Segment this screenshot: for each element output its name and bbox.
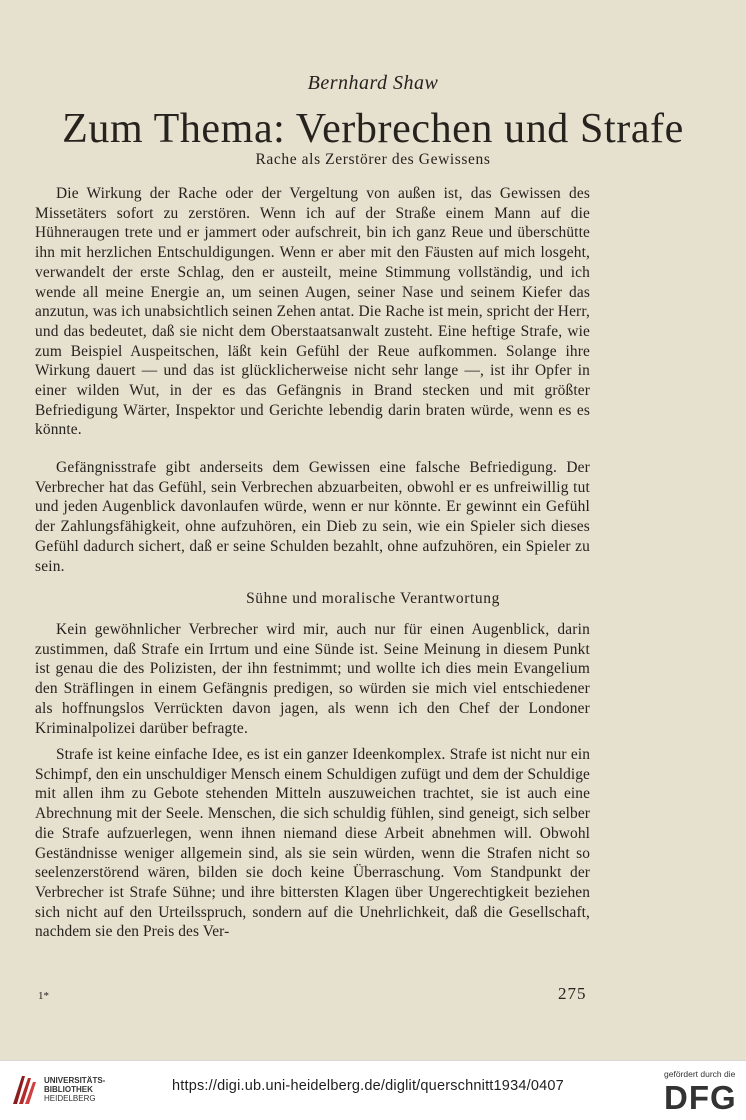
viewer-footer-bar — [0, 1060, 746, 1120]
library-name-line-3: HEIDELBERG — [44, 1094, 96, 1103]
article-author: Bernhard Shaw — [307, 72, 439, 94]
paragraph-4: Strafe ist keine einfache Idee, es ist ein ganzer Ideenkomplex. Strafe ist nicht nur ein Schimpf, den ein unschuldiger Mensch einem Schuldigen zufügt und dem der Schuldige mit allen ihm zu Gebote stehenden Mitteln auszuweichen trachtet, sie ist auch eine Abrechnung mit der Seele. Menschen, die sich schuldig fühlen, sind geneigt, sich selber die Strafe aufzuerlegen, wenn ihnen niemand diese Arbeit abnehmen will. Obwohl Geständnisse weniger allgemein sind, als sie sein würden, wenn die Strafen nicht so seelenzerstörend wären, bilden sie doch keine Überraschung. Vom Standpunkt der Verbrecher ist Strafe Sühne; und ihre bittersten Klagen über Ungerechtigkeit beziehen sich nicht auf den Urteilsspruch, sondern auf die Unehrlichkeit, daß die Gesellschaft, nachdem sie den Preis des Ver- — [35, 746, 590, 941]
permalink-url[interactable]: https://digi.ub.uni-heidelberg.de/diglit/querschnitt1934/0407 — [172, 1078, 564, 1094]
library-name-line-1: UNIVERSITÄTS- — [44, 1076, 106, 1085]
page-number: 275 — [558, 984, 587, 1003]
library-name — [44, 1076, 105, 1103]
article-title: Zum Thema: Verbrechen und Strafe — [62, 106, 684, 152]
library-logo-icon — [10, 1072, 38, 1106]
paragraph-2: Gefängnisstrafe gibt anderseits dem Gewissen eine falsche Befriedigung. Der Verbrecher hat das Gefühl, sein Verbrechen abzuarbeiten, obwohl er es unfreiwillig tut und jeden Augenblick davonlaufen würde, wenn er nur könnte. Er gewinnt ein Gefühl der Zahlungsfähigkeit, ohne aufzuhören, ein Dieb zu sein, wie ein Spieler sich dieses Gefühl dadurch sichert, daß er seine Schulden bezahlt, ohne aufzuhören, ein Spieler zu sein. — [35, 459, 590, 575]
funding-note: gefördert durch die — [664, 1069, 736, 1079]
section-heading-2: Sühne und moralische Verantwortung — [246, 590, 500, 607]
library-name-line-2: BIBLIOTHEK — [44, 1085, 93, 1094]
signature-mark: 1* — [38, 990, 49, 1002]
paragraph-1: Die Wirkung der Rache oder der Vergeltung von außen ist, das Gewissen des Missetäters sofort zu zerstören. Wenn ich auf der Straße einem Mann auf die Hühneraugen trete und er jammert oder aufschreit, bin ich ganz Reue und überschütte ihn mit herzlichen Entschuldigungen. Wenn er aber mit den Fäusten auf mich losgeht, verwandelt der erste Schlag, den er austeilt, meine Stimmung vollständig, und ich wende all meine Energie an, um seinen Augen, seiner Nase und seinem Kiefer das anzutun, was ich unabsichtlich seinen Zehen antat. Die Rache ist mein, spricht der Herr, und das bedeutet, daß sie nicht dem Oberstaatsanwalt zusteht. Eine heftige Strafe, wie zum Beispiel Auspeitschen, läßt kein Gefühl der Reue aufkommen. Solange ihre Wirkung dauert — und das ist glücklicherweise nicht sehr lange —, ist ihr Opfer in einer wilden Wut, in der es das Gefängnis in Brand stecken und mit größter Befriedigung Wärter, Inspektor und Gerichte lebendig darin braten würde, wenn es es könnte. — [35, 185, 590, 439]
section-heading-1: Rache als Zerstörer des Gewissens — [255, 151, 491, 168]
dfg-logo: DFG — [664, 1079, 737, 1116]
paragraph-3: Kein gewöhnlicher Verbrecher wird mir, auch nur für einen Augenblick, darin zustimmen, daß Strafe ein Irrtum und eine Sünde ist. Seine Meinung in diesem Punkt ist genau die des Polizisten, der ihn festnimmt; und wollte ich dies mein Evangelium den Sträflingen in einem Gefängnis predigen, so würden sie mich viel entschiedener als hoffnungslos Verrückten davon jagen, als wenn ich den Chef der Londoner Kriminalpolizei darüber befragte. — [35, 621, 590, 737]
